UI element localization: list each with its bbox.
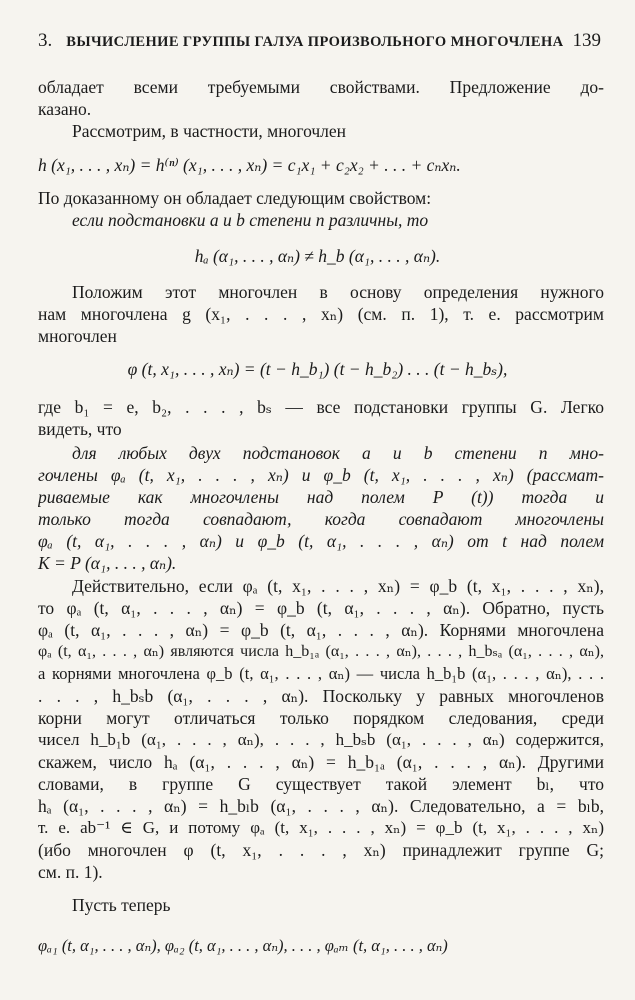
italic-statement: если подстановки a и b степени n различны, то <box>72 210 429 230</box>
section-number: 3. <box>38 30 53 51</box>
text-line: φₐ (t, α₁, . . . , αₙ) являются числа h_b₁ₐ (α₁, . . . , αₙ), . . . , h_bₛₐ (α₁, . . . , αₙ), <box>38 643 604 660</box>
italic-statement: риваемые как многочлены над полем P (t)) тогда и <box>38 487 604 507</box>
text-line: видеть, что <box>38 419 122 439</box>
formula-line: φₐ₁ (t, α₁, . . . , αₙ), φₐ₂ (t, α₁, . . . , αₙ), . . . , φₐₘ (t, α₁, . . . , αₙ) <box>38 936 448 955</box>
text-line: чисел h_b₁b (α₁, . . . , αₙ), . . . , h_bₛb (α₁, . . . , αₙ) содержится, <box>38 730 604 749</box>
text-line: см. п. 1). <box>38 862 103 882</box>
text-line: обладает всеми требуемыми свойствами. Предложение до- <box>38 77 604 97</box>
text-line: словами, в группе G существует такой элемент bₗ, что <box>38 774 604 794</box>
running-header <box>38 30 601 60</box>
text-line: (ибо многочлен φ (t, x₁, . . . , xₙ) принадлежит группе G; <box>38 840 604 860</box>
text-line: т. е. ab⁻¹ ∈ G, и потому φₐ (t, x₁, . . . , xₙ) = φ_b (t, x₁, . . . , xₙ) <box>38 818 604 837</box>
text-line: hₐ (α₁, . . . , αₙ) = h_bₗb (α₁, . . . , αₙ). Следовательно, a = bₗb, <box>38 796 604 816</box>
text-line: Рассмотрим, в частности, многочлен <box>72 121 347 141</box>
italic-statement: φₐ (t, α₁, . . . , αₙ) и φ_b (t, α₁, . . . , αₙ) от t над полем <box>38 531 604 551</box>
text-line: Положим этот многочлен в основу определения нужного <box>72 282 604 302</box>
running-title: ВЫЧИСЛЕНИЕ ГРУППЫ ГАЛУА ПРОИЗВОЛЬНОГО МНОГОЧЛЕНА <box>66 34 564 50</box>
text-line: Действительно, если φₐ (t, x₁, . . . , xₙ) = φ_b (t, x₁, . . . , xₙ), <box>72 576 604 596</box>
formula-line: h (x₁, . . . , xₙ) = h⁽ⁿ⁾ (x₁, . . . , xₙ) = c₁x₁ + c₂x₂ + . . . + cₙxₙ. <box>38 155 461 175</box>
formula-line: φ (t, x₁, . . . , xₙ) = (t − h_b₁) (t − h_b₂) . . . (t − h_bₛ), <box>127 359 508 379</box>
text-line: По доказанному он обладает следующим свойством: <box>38 188 432 208</box>
text-line: нам многочлена g (x₁, . . . , xₙ) (см. п. 1), т. е. рассмотрим <box>38 304 604 324</box>
italic-statement: для любых двух подстановок a и b степени n мно- <box>72 443 604 463</box>
formula-line: hₐ (α₁, . . . , αₙ) ≠ h_b (α₁, . . . , αₙ). <box>194 246 441 266</box>
text-line: а корнями многочлена φ_b (t, α₁, . . . , αₙ) — числа h_b₁b (α₁, . . . , αₙ), . . . <box>38 664 604 683</box>
italic-statement: только тогда совпадают, когда совпадают многочлены <box>38 509 604 529</box>
text-line: казано. <box>38 99 92 119</box>
text-line: то φₐ (t, α₁, . . . , αₙ) = φ_b (t, α₁, . . . , αₙ). Обратно, пусть <box>38 598 604 618</box>
page-number: 139 <box>572 30 601 51</box>
text-line: где b₁ = e, b₂, . . . , bₛ — все подстановки группы G. Легко <box>38 397 604 417</box>
text-line: многочлен <box>38 326 117 346</box>
italic-statement: гочлены φₐ (t, x₁, . . . , xₙ) и φ_b (t, x₁, . . . , xₙ) (рассмат- <box>38 465 604 485</box>
text-line: Пусть теперь <box>72 895 171 915</box>
text-line: φₐ (t, α₁, . . . , αₙ) = φ_b (t, α₁, . . . , αₙ). Корнями многочлена <box>38 620 604 640</box>
text-line: корни могут отличаться только порядком следования, среди <box>38 708 604 728</box>
text-line: скажем, число hₐ (α₁, . . . , αₙ) = h_b₁ₐ (α₁, . . . , αₙ). Другими <box>38 752 604 772</box>
italic-statement: K = P (α₁, . . . , αₙ). <box>38 553 177 573</box>
text-line: . . . , h_bₛb (α₁, . . . , αₙ). Поскольку у равных многочленов <box>38 686 604 706</box>
